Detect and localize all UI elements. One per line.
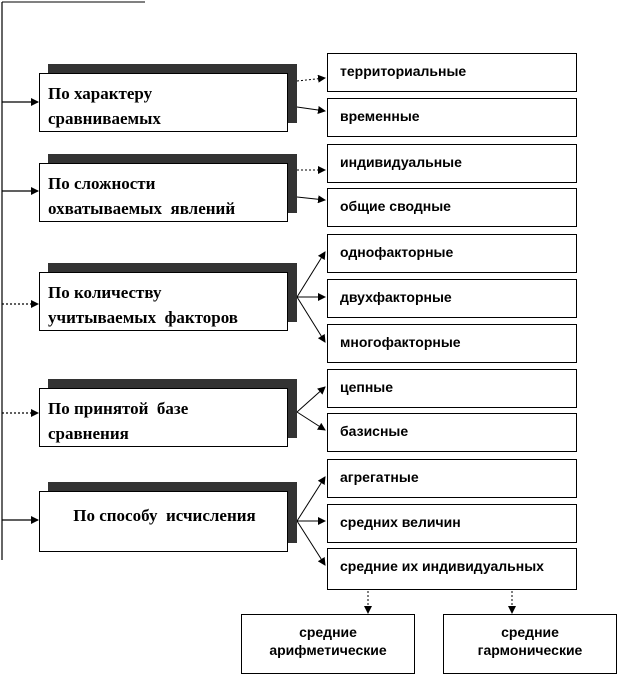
subtype-harmonic (443, 614, 617, 674)
leaf-label: цепные (340, 379, 394, 395)
arrow-cat4-leaf1 (297, 387, 325, 412)
leaf-general-summary (327, 188, 577, 227)
leaf-label: двухфакторные (340, 289, 452, 305)
arrow-cat1-leaf2 (297, 107, 325, 111)
subtype-label: средние арифметические (269, 624, 387, 658)
leaf-single-factor (327, 234, 577, 273)
leaf-label: временные (340, 108, 420, 124)
category-label: По сложности охватываемых явлений (48, 174, 236, 218)
category-label: По количеству учитываемых факторов (48, 283, 238, 327)
leaf-territorial (327, 53, 577, 92)
category-box-factors (39, 272, 288, 331)
leaf-label: средних величин (340, 514, 461, 530)
leaf-chain (327, 369, 577, 408)
leaf-aggregate (327, 459, 577, 498)
leaf-label: однофакторные (340, 244, 454, 260)
subtype-arithmetic (241, 614, 415, 674)
leaf-label: агрегатные (340, 469, 419, 485)
leaf-multi-factor (327, 324, 577, 363)
arrow-cat2-leaf2 (297, 197, 325, 200)
leaf-individual (327, 144, 577, 183)
leaf-label: общие сводные (340, 198, 451, 214)
category-label: По принятой базе сравнения (48, 399, 189, 443)
category-box-complexity (39, 163, 288, 222)
category-box-method (39, 491, 288, 552)
leaf-temporal (327, 98, 577, 137)
arrow-cat1-leaf1 (297, 78, 325, 81)
category-label: По характеру сравниваемых (48, 84, 161, 128)
arrow-cat4-leaf2 (297, 412, 325, 430)
arrow-cat3-leaf1 (297, 252, 325, 297)
leaf-label: территориальные (340, 63, 467, 79)
arrow-cat3-leaf3 (297, 297, 325, 342)
subtype-label: средние гармонические (477, 624, 583, 658)
leaf-label: индивидуальные (340, 154, 462, 170)
leaf-label: базисные (340, 423, 409, 439)
arrow-cat5-leaf3 (297, 521, 325, 565)
leaf-average-values (327, 504, 577, 543)
leaf-label: средние их индивидуальных (340, 558, 544, 574)
leaf-average-individual (327, 548, 577, 590)
leaf-two-factor (327, 279, 577, 318)
arrow-cat5-leaf1 (297, 477, 325, 521)
leaf-basic (327, 413, 577, 452)
category-label: По способу исчисления (73, 506, 256, 525)
leaf-label: многофакторные (340, 334, 461, 350)
category-box-base (39, 388, 288, 447)
category-box-comparison (39, 73, 288, 132)
